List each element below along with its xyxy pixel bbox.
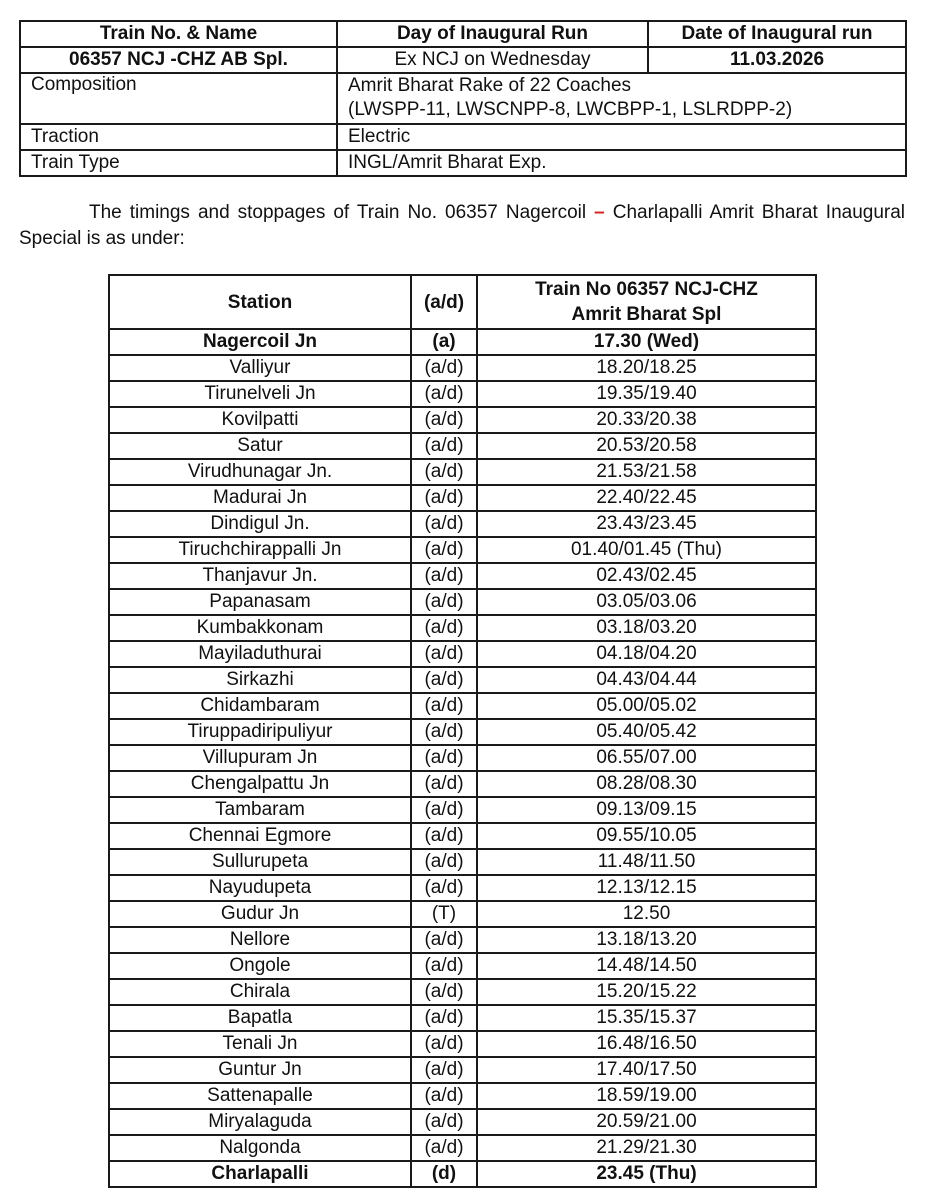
station-cell: Villupuram Jn: [109, 745, 411, 771]
station-cell: Chengalpattu Jn: [109, 771, 411, 797]
time-cell: 04.43/04.44: [477, 667, 816, 693]
arrival-departure-cell: (a/d): [411, 667, 477, 693]
arrival-departure-cell: (a/d): [411, 719, 477, 745]
arrival-departure-cell: (a/d): [411, 537, 477, 563]
timing-row: [109, 615, 816, 641]
timing-row: [109, 719, 816, 745]
composition-line-1: Amrit Bharat Rake of 22 Coaches: [348, 75, 632, 96]
station-cell: Sirkazhi: [109, 667, 411, 693]
arrival-departure-cell: (a/d): [411, 407, 477, 433]
time-cell: 20.33/20.38: [477, 407, 816, 433]
time-cell: 23.45 (Thu): [477, 1161, 816, 1187]
station-cell: Kumbakkonam: [109, 615, 411, 641]
arrival-departure-cell: (a/d): [411, 745, 477, 771]
time-cell: 17.40/17.50: [477, 1057, 816, 1083]
arrival-departure-cell: (a/d): [411, 953, 477, 979]
arrival-departure-cell: (a/d): [411, 849, 477, 875]
arrival-departure-cell: (a/d): [411, 1135, 477, 1161]
arrival-departure-cell: (a/d): [411, 511, 477, 537]
traction-label: Traction: [20, 124, 337, 150]
traction-row: [20, 124, 906, 150]
time-cell: 19.35/19.40: [477, 381, 816, 407]
station-cell: Nalgonda: [109, 1135, 411, 1161]
arrival-departure-cell: (a/d): [411, 1083, 477, 1109]
time-cell: 15.35/15.37: [477, 1005, 816, 1031]
time-cell: 15.20/15.22: [477, 979, 816, 1005]
arrival-departure-cell: (T): [411, 901, 477, 927]
station-cell: Sullurupeta: [109, 849, 411, 875]
train-type-row: [20, 150, 906, 176]
intro-paragraph: [19, 200, 905, 252]
time-cell: 18.20/18.25: [477, 355, 816, 381]
timing-table: [108, 274, 817, 1188]
timing-row: [109, 693, 816, 719]
arrival-departure-cell: (a/d): [411, 433, 477, 459]
timing-header-row: [109, 275, 816, 329]
time-cell: 02.43/02.45: [477, 563, 816, 589]
intro-text-part-2: Charlapalli Amrit Bharat Inaugural Special is as under:: [19, 202, 906, 249]
arrival-departure-cell: (a/d): [411, 485, 477, 511]
station-cell: Chennai Egmore: [109, 823, 411, 849]
run-day-value: Ex NCJ on Wednesday: [337, 47, 648, 73]
station-cell: Tenali Jn: [109, 1031, 411, 1057]
station-cell: Gudur Jn: [109, 901, 411, 927]
timing-row: [109, 927, 816, 953]
time-cell: 09.55/10.05: [477, 823, 816, 849]
timing-row: [109, 537, 816, 563]
time-cell: 05.00/05.02: [477, 693, 816, 719]
timing-row: [109, 745, 816, 771]
timing-row: [109, 849, 816, 875]
station-cell: Papanasam: [109, 589, 411, 615]
station-cell: Valliyur: [109, 355, 411, 381]
col-header-station: Station: [109, 275, 411, 329]
timing-row: [109, 355, 816, 381]
arrival-departure-cell: (a/d): [411, 823, 477, 849]
col-header-train-line-2: Amrit Bharat Spl: [571, 304, 722, 325]
arrival-departure-cell: (a/d): [411, 1005, 477, 1031]
station-cell: Mayiladuthurai: [109, 641, 411, 667]
time-cell: 09.13/09.15: [477, 797, 816, 823]
station-cell: Sattenapalle: [109, 1083, 411, 1109]
timing-row: [109, 901, 816, 927]
train-type-label: Train Type: [20, 150, 337, 176]
time-cell: 01.40/01.45 (Thu): [477, 537, 816, 563]
time-cell: 16.48/16.50: [477, 1031, 816, 1057]
timing-row: [109, 589, 816, 615]
arrival-departure-cell: (a/d): [411, 693, 477, 719]
timing-row: [109, 485, 816, 511]
timing-row: [109, 381, 816, 407]
station-cell: Virudhunagar Jn.: [109, 459, 411, 485]
station-cell: Ongole: [109, 953, 411, 979]
timing-row: [109, 667, 816, 693]
timing-row: [109, 797, 816, 823]
col-header-train: [477, 275, 816, 329]
intro-text-part-1: The timings and stoppages of Train No. 06357 Nagercoil: [89, 202, 587, 223]
timing-row: [109, 1005, 816, 1031]
train-info-table: [19, 20, 907, 177]
arrival-departure-cell: (a/d): [411, 979, 477, 1005]
timing-row: [109, 1031, 816, 1057]
arrival-departure-cell: (a): [411, 329, 477, 355]
arrival-departure-cell: (a/d): [411, 641, 477, 667]
arrival-departure-cell: (a/d): [411, 797, 477, 823]
station-cell: Tiruppadiripuliyur: [109, 719, 411, 745]
composition-row: [20, 73, 906, 124]
arrival-departure-cell: (a/d): [411, 927, 477, 953]
info-value-row: [20, 47, 906, 73]
station-cell: Chidambaram: [109, 693, 411, 719]
station-cell: Kovilpatti: [109, 407, 411, 433]
header-train-name: Train No. & Name: [20, 21, 337, 47]
time-cell: 06.55/07.00: [477, 745, 816, 771]
timing-row: [109, 875, 816, 901]
station-cell: Tiruchchirappalli Jn: [109, 537, 411, 563]
time-cell: 03.18/03.20: [477, 615, 816, 641]
arrival-departure-cell: (a/d): [411, 381, 477, 407]
arrival-departure-cell: (a/d): [411, 459, 477, 485]
run-date-value: 11.03.2026: [648, 47, 906, 73]
time-cell: 14.48/14.50: [477, 953, 816, 979]
timing-row: [109, 1083, 816, 1109]
arrival-departure-cell: (a/d): [411, 589, 477, 615]
station-cell: Tambaram: [109, 797, 411, 823]
timing-row: [109, 771, 816, 797]
train-type-value: INGL/Amrit Bharat Exp.: [337, 150, 906, 176]
time-cell: 21.53/21.58: [477, 459, 816, 485]
station-cell: Tirunelveli Jn: [109, 381, 411, 407]
station-cell: Nellore: [109, 927, 411, 953]
station-cell: Bapatla: [109, 1005, 411, 1031]
timing-row: [109, 511, 816, 537]
station-cell: Charlapalli: [109, 1161, 411, 1187]
timing-row: [109, 823, 816, 849]
traction-value: Electric: [337, 124, 906, 150]
timing-row: [109, 433, 816, 459]
arrival-departure-cell: (a/d): [411, 1109, 477, 1135]
timing-row: [109, 979, 816, 1005]
station-cell: Nagercoil Jn: [109, 329, 411, 355]
composition-value: [337, 73, 906, 124]
timing-row: [109, 563, 816, 589]
info-header-row: [20, 21, 906, 47]
station-cell: Thanjavur Jn.: [109, 563, 411, 589]
time-cell: 12.13/12.15: [477, 875, 816, 901]
col-header-train-line-1: Train No 06357 NCJ-CHZ: [535, 279, 758, 300]
station-cell: Madurai Jn: [109, 485, 411, 511]
station-cell: Guntur Jn: [109, 1057, 411, 1083]
time-cell: 11.48/11.50: [477, 849, 816, 875]
time-cell: 17.30 (Wed): [477, 329, 816, 355]
timing-row: [109, 1109, 816, 1135]
time-cell: 20.59/21.00: [477, 1109, 816, 1135]
time-cell: 18.59/19.00: [477, 1083, 816, 1109]
time-cell: 23.43/23.45: [477, 511, 816, 537]
timing-row: [109, 407, 816, 433]
arrival-departure-cell: (d): [411, 1161, 477, 1187]
time-cell: 05.40/05.42: [477, 719, 816, 745]
station-cell: Chirala: [109, 979, 411, 1005]
arrival-departure-cell: (a/d): [411, 355, 477, 381]
timing-row: [109, 1161, 816, 1187]
arrival-departure-cell: (a/d): [411, 771, 477, 797]
train-name-value: 06357 NCJ -CHZ AB Spl.: [20, 47, 337, 73]
station-cell: Miryalaguda: [109, 1109, 411, 1135]
time-cell: 21.29/21.30: [477, 1135, 816, 1161]
intro-dash: –: [594, 202, 605, 223]
arrival-departure-cell: (a/d): [411, 875, 477, 901]
time-cell: 04.18/04.20: [477, 641, 816, 667]
timing-row: [109, 329, 816, 355]
timing-row: [109, 1135, 816, 1161]
station-cell: Nayudupeta: [109, 875, 411, 901]
arrival-departure-cell: (a/d): [411, 615, 477, 641]
composition-label: Composition: [20, 73, 337, 124]
timing-row: [109, 641, 816, 667]
composition-line-2: (LWSPP-11, LWSCNPP-8, LWCBPP-1, LSLRDPP-2): [348, 99, 793, 120]
arrival-departure-cell: (a/d): [411, 1057, 477, 1083]
time-cell: 22.40/22.45: [477, 485, 816, 511]
time-cell: 13.18/13.20: [477, 927, 816, 953]
timing-row: [109, 953, 816, 979]
timing-row: [109, 1057, 816, 1083]
station-cell: Satur: [109, 433, 411, 459]
time-cell: 08.28/08.30: [477, 771, 816, 797]
time-cell: 12.50: [477, 901, 816, 927]
time-cell: 20.53/20.58: [477, 433, 816, 459]
header-inaugural-date: Date of Inaugural run: [648, 21, 906, 47]
station-cell: Dindigul Jn.: [109, 511, 411, 537]
header-inaugural-day: Day of Inaugural Run: [337, 21, 648, 47]
col-header-ad: (a/d): [411, 275, 477, 329]
arrival-departure-cell: (a/d): [411, 563, 477, 589]
timing-row: [109, 459, 816, 485]
time-cell: 03.05/03.06: [477, 589, 816, 615]
arrival-departure-cell: (a/d): [411, 1031, 477, 1057]
